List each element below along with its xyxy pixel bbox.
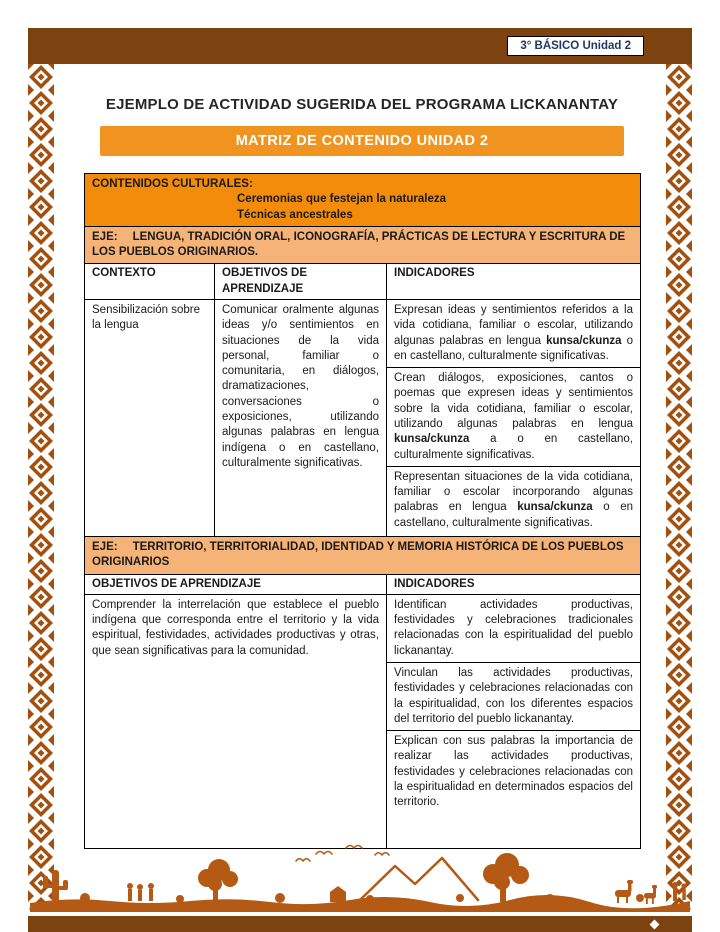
page-title: EJEMPLO DE ACTIVIDAD SUGERIDA DEL PROGRAMA LICKANANTAY <box>105 96 619 113</box>
indicator-bold-term: kunsa/ckunza <box>546 334 622 347</box>
footer-landscape-art <box>30 840 690 912</box>
right-border-pattern <box>666 64 692 912</box>
indicator-text: Vinculan las actividades productivas, festividades y celebraciones relacionadas con la espiritualidad, con los diferentes espacios del territorio del pueblo lickanantay. <box>394 666 633 725</box>
body-row-2 <box>85 594 641 848</box>
unit-banner-label: MATRIZ DE CONTENIDO UNIDAD 2 <box>235 133 489 149</box>
contexto-cell <box>85 299 215 536</box>
indicator-text-post: a o en castellano, culturalmente significativas. <box>394 433 633 461</box>
footer-ornament <box>650 920 660 930</box>
cactus-icon <box>43 870 68 902</box>
unit-badge-label: 3° BÁSICO Unidad 2 <box>520 40 631 52</box>
contenidos-label: CONTENIDOS CULTURALES: <box>92 178 253 190</box>
contexto-text: Sensibilización sobre la lengua <box>92 303 201 332</box>
indicator-item <box>387 467 640 536</box>
indicadores-stack <box>387 300 640 536</box>
indicator-item <box>387 663 640 731</box>
objetivo-text-2: Comprender la interrelación que establece el pueblo indígena que corresponda entre el territorio y la vida espiritual, festividades, actividades productivas y otras, que sean significativas para la comunidad. <box>92 598 379 657</box>
header-contexto: CONTEXTO <box>85 264 215 300</box>
eje1-text: LENGUA, TRADICIÓN ORAL, ICONOGRAFÍA, PRÁCTICAS DE LECTURA Y ESCRITURA DE LOS PUEBLOS ORIGINARIOS. <box>92 230 626 259</box>
unit-banner <box>100 126 624 156</box>
contenidos-cell <box>85 174 641 227</box>
indicator-text: Identifican actividades productivas, festividades y celebraciones tradicionales relacionadas con la espiritualidad del pueblo lickanantay. <box>394 598 633 657</box>
llama-icon <box>615 880 657 904</box>
house-icon <box>330 886 346 902</box>
eje-row-2 <box>85 536 641 574</box>
indicator-text-pre: Representan situaciones de la vida cotidiana, familiar o escolar incorporando algunas palabras en lengua <box>394 470 633 514</box>
contenidos-row <box>85 174 641 227</box>
header-row-1 <box>85 264 641 300</box>
people-group <box>672 882 687 901</box>
contenidos-item: Ceremonias que festejan la naturaleza <box>237 193 446 206</box>
body-row-1 <box>85 299 641 536</box>
contenidos-item: Técnicas ancestrales <box>237 208 353 221</box>
content-area <box>84 76 640 849</box>
indicator-item <box>387 731 640 848</box>
indicadores-stack-2 <box>387 595 640 848</box>
header-objetivos-2: OBJETIVOS DE APRENDIZAJE <box>85 574 387 594</box>
objetivo-text: Comunicar oralmente algunas ideas y/o sentimientos en situaciones de la vida personal, familiar o comunitaria, en diálogos, dramatizaciones, conversaciones o exposiciones, utilizando algunas palabras en lengua indígena o en castellano, culturalmente significativas. <box>222 303 379 469</box>
indicator-text: Explican con sus palabras la importancia de realizar las actividades productivas, festividades y celebraciones relacionadas con la espiritualidad en determinados espacios del territorio. <box>394 735 633 809</box>
header-indicadores: INDICADORES <box>387 264 641 300</box>
indicadores-cell-2 <box>387 594 641 848</box>
indicator-text-post: o en castellano, culturalmente significativas. <box>394 334 633 362</box>
left-border-pattern <box>28 64 54 912</box>
indicator-text-pre: Crean diálogos, exposiciones, cantos o poemas que expresen ideas y sentimientos sobre la vida cotidiana, familiar o escolar, utilizando algunas palabras en lengua <box>394 372 633 430</box>
indicator-text-post: o en castellano, culturalmente significativas. <box>394 501 634 529</box>
eje1-label: EJE: <box>92 230 118 243</box>
bottom-bar <box>28 916 692 932</box>
eje-row-1 <box>85 226 641 264</box>
objetivo-cell-2 <box>85 594 387 848</box>
eje2-label: EJE: <box>92 540 118 553</box>
header-indicadores-2: INDICADORES <box>387 574 641 594</box>
indicator-bold-term: kunsa/ckunza <box>517 501 593 514</box>
indicator-bold-term: kunsa/ckunza <box>394 433 470 446</box>
header-row-2 <box>85 574 641 594</box>
people-group <box>127 883 154 901</box>
unit-badge <box>507 36 644 56</box>
bird-icons <box>296 846 389 862</box>
tree-icon <box>198 859 238 902</box>
header-objetivos: OBJETIVOS DE APRENDIZAJE <box>215 264 387 300</box>
tree-icon <box>483 853 529 902</box>
eje2-text: TERRITORIO, TERRITORIALIDAD, IDENTIDAD Y MEMORIA HISTÓRICA DE LOS PUEBLOS ORIGINARIOS <box>92 540 624 569</box>
indicator-item <box>387 300 640 368</box>
indicator-item <box>387 368 640 467</box>
indicadores-cell <box>387 299 641 536</box>
mountains-outline <box>360 858 478 900</box>
eje1-cell <box>85 226 641 264</box>
objetivo-cell <box>215 299 387 536</box>
content-matrix-table <box>84 173 641 849</box>
eje2-cell <box>85 536 641 574</box>
indicator-text-pre: Expresan ideas y sentimientos referidos a la vida cotidiana, familiar o escolar, utilizando algunas palabras en lengua <box>394 303 633 347</box>
indicator-item <box>387 595 640 663</box>
top-bar <box>28 28 692 64</box>
